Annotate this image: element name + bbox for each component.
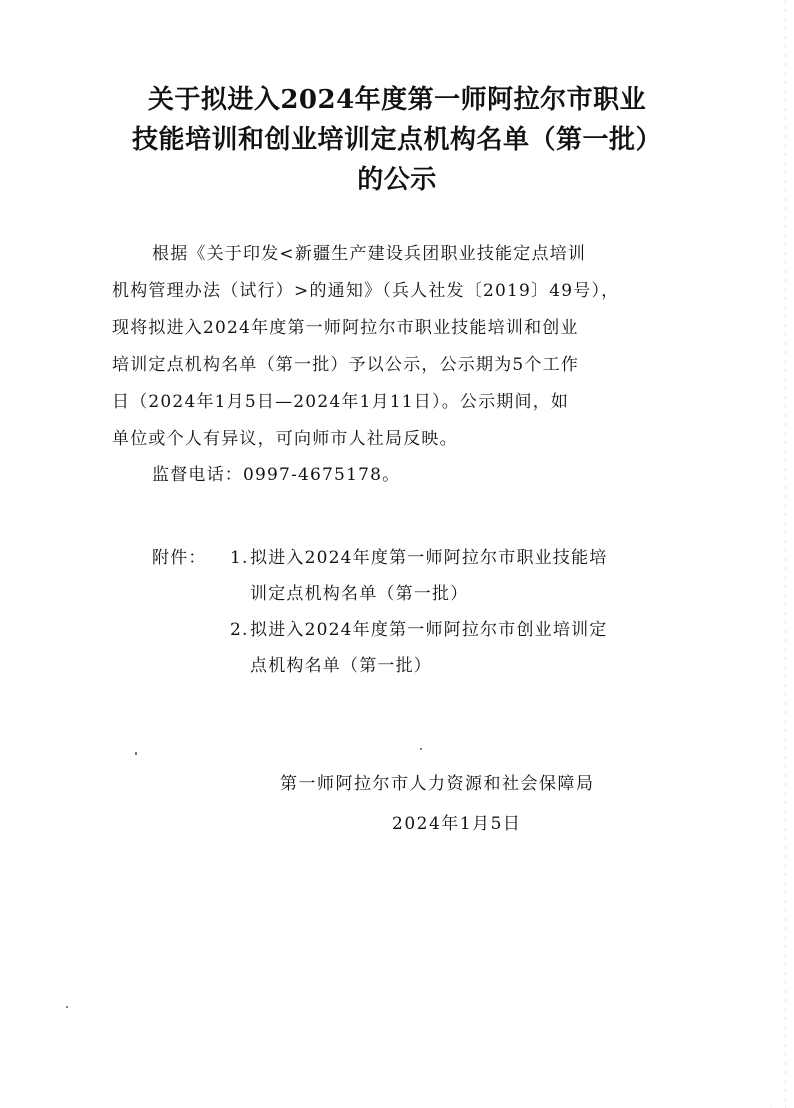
title-line-2: 技能培训和创业培训定点机构名单（第一批） (131, 125, 662, 155)
scan-speck (135, 752, 137, 755)
attachments-prefix: 附件： (152, 548, 207, 568)
attachments-list (152, 540, 607, 684)
title-line-3: 的公示 (357, 165, 437, 195)
document-title (80, 80, 714, 200)
body-line: 根据《关于印发<新疆生产建设兵团职业技能定点培训 (152, 244, 587, 264)
attachment-title-line: 拟进入2024年度第一师阿拉尔市创业培训定 (250, 620, 608, 640)
attachment-item (152, 612, 607, 648)
signature-block (280, 764, 660, 844)
scan-edge-artifact (771, 0, 772, 1108)
scan-edge-artifact (785, 0, 786, 1108)
scan-speck (420, 748, 422, 750)
body-paragraph (112, 236, 692, 458)
attachment-title-line: 点机构名单（第一批） (250, 656, 432, 676)
attachment-number: 1. (230, 548, 249, 568)
body-line: 日（2024年1月5日—2024年1月11日）。公示期间，如 (112, 392, 570, 412)
attachment-number: 2. (230, 620, 249, 640)
issuing-organization: 第一师阿拉尔市人力资源和社会保障局 (280, 774, 595, 794)
body-line: 培训定点机构名单（第一批）予以公示，公示期为5个工作 (112, 355, 580, 375)
body-line: 机构管理办法（试行）>的通知》（兵人社发〔2019〕49号）， (112, 281, 620, 301)
issue-date: 2024年1月5日 (392, 814, 522, 834)
attachment-title-line: 训定点机构名单（第一批） (250, 584, 469, 604)
supervision-phone: 监督电话：0997-4675178。 (152, 465, 401, 485)
attachment-title-line: 拟进入2024年度第一师阿拉尔市职业技能培 (250, 548, 608, 568)
title-line-1: 关于拟进入2024年度第一师阿拉尔市职业 (147, 85, 647, 115)
body-line: 单位或个人有异议，可向师市人社局反映。 (112, 429, 458, 449)
body-line: 现将拟进入2024年度第一师阿拉尔市职业技能培训和创业 (112, 318, 579, 338)
scan-speck (66, 1006, 68, 1008)
attachment-item (152, 540, 607, 576)
